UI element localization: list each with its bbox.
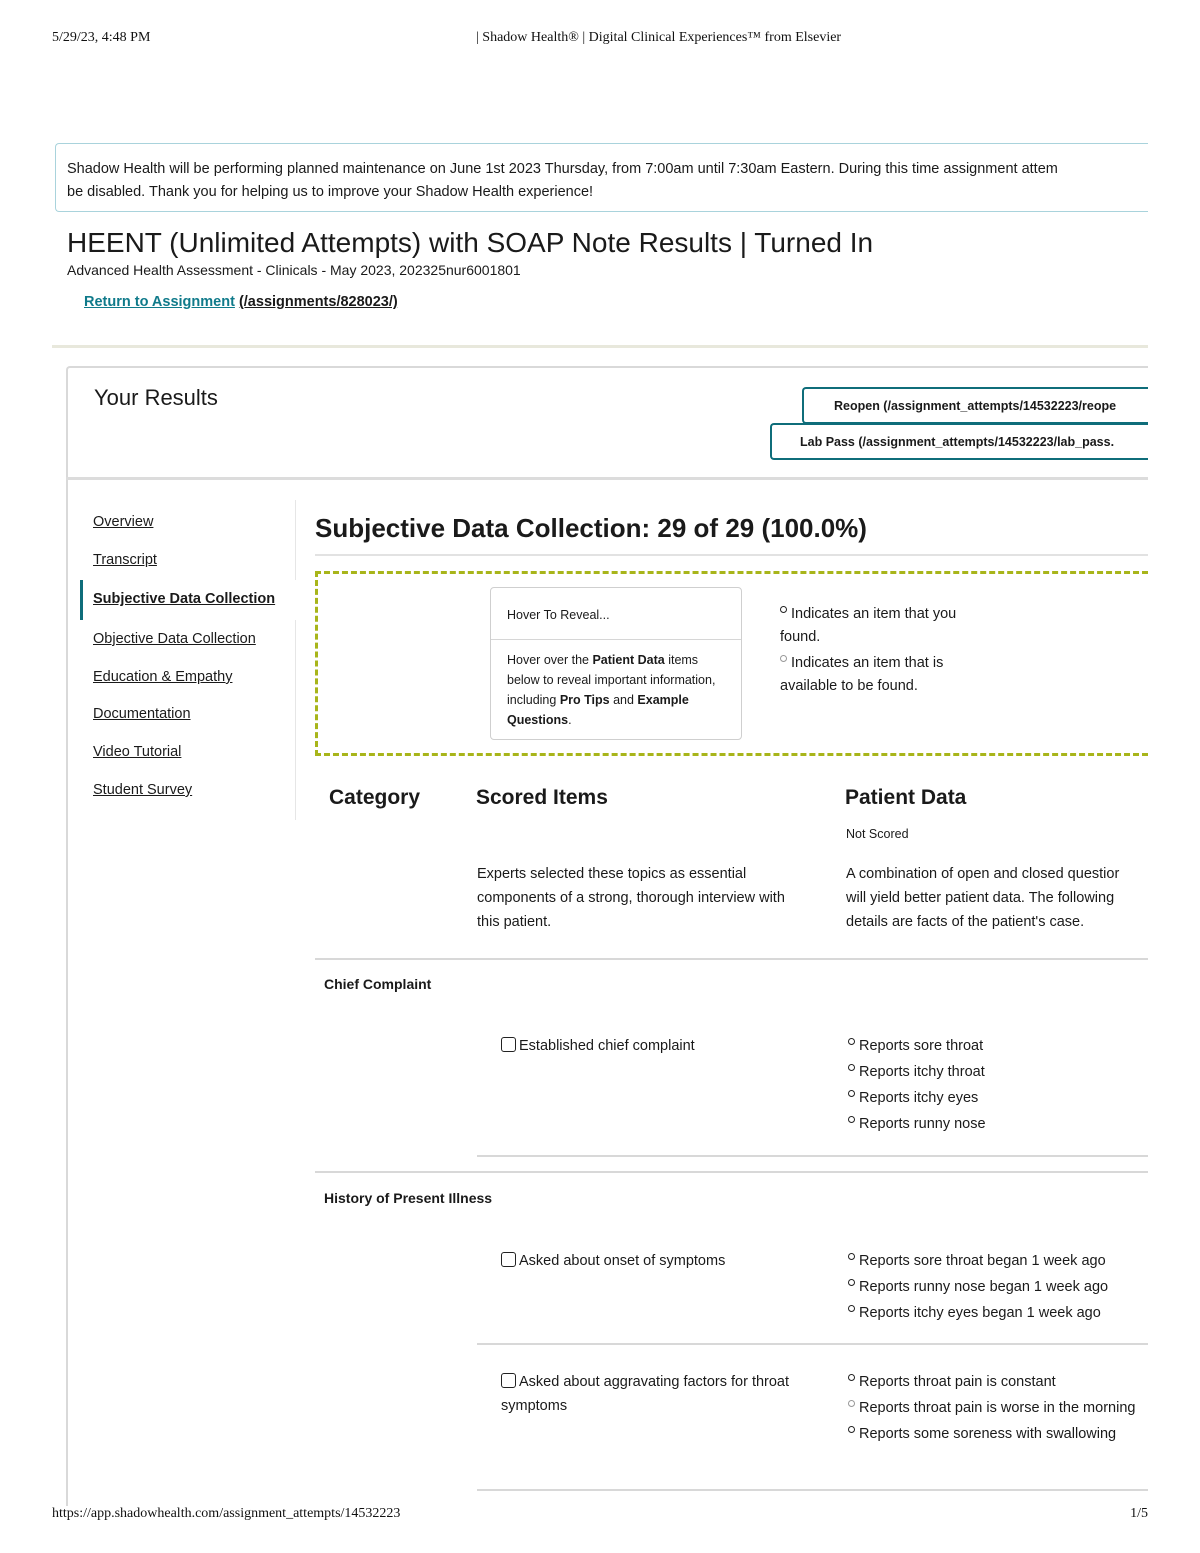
found-dot-icon (848, 1116, 855, 1123)
available-dot-icon (780, 655, 787, 662)
found-dot-icon (848, 1279, 855, 1286)
return-to-assignment-link[interactable]: Return to Assignment (84, 294, 235, 310)
patient-data-item[interactable]: Reports throat pain is constant (848, 1370, 1148, 1394)
patient-data-list (848, 1370, 1148, 1448)
nav-student-survey[interactable]: Student Survey (93, 782, 193, 798)
nav-overview[interactable]: Overview (93, 514, 154, 530)
card-divider (66, 477, 1148, 480)
return-to-assignment (84, 294, 398, 310)
table-row-divider (477, 1343, 1148, 1345)
nav-education-empathy[interactable]: Education & Empathy (93, 669, 233, 685)
column-header-category: Category (329, 786, 421, 809)
patient-data-item[interactable]: Reports itchy eyes began 1 week ago (848, 1301, 1148, 1325)
scored-item-label: Asked about onset of symptoms (519, 1253, 726, 1269)
patient-data-item[interactable]: Reports sore throat (848, 1034, 1148, 1058)
patient-data-description: A combination of open and closed questior will yield better patient data. The following details are facts of the patient's case. (846, 866, 1120, 930)
legend-found-text: Indicates an item that you found. (780, 606, 957, 645)
patient-data-item[interactable]: Reports runny nose began 1 week ago (848, 1275, 1148, 1299)
column-header-patient-data: Patient Data (845, 786, 967, 809)
table-row-divider (315, 1171, 1148, 1173)
checkbox-icon (501, 1252, 516, 1267)
divider (52, 345, 1148, 348)
category-chief-complaint: Chief Complaint (324, 976, 432, 992)
page-title: HEENT (Unlimited Attempts) with SOAP Note Results | Turned In (67, 227, 874, 258)
scored-item (501, 1034, 801, 1058)
patient-data-item[interactable]: Reports itchy throat (848, 1060, 1148, 1084)
banner-line-2: be disabled. Thank you for helping us to improve your Shadow Health experience! (67, 184, 594, 200)
scored-items-description: Experts selected these topics as essential components of a strong, thorough interview with this patient. (477, 866, 785, 930)
reopen-button[interactable]: Reopen (/assignment_attempts/14532223/reope (802, 387, 1148, 424)
hover-card-heading: Hover To Reveal... (491, 588, 741, 640)
section-title: Subjective Data Collection: 29 of 29 (100.0%) (315, 513, 867, 543)
nav-documentation[interactable]: Documentation (93, 706, 191, 722)
scored-item-label: Established chief complaint (519, 1038, 695, 1054)
patient-data-list (848, 1034, 1148, 1138)
found-dot-icon (848, 1305, 855, 1312)
banner-line-1: Shadow Health will be performing planned maintenance on June 1st 2023 Thursday, from 7:00am until 7:30am Eastern. During this time assignment attem (67, 161, 1058, 177)
return-path: (/assignments/828023/) (238, 294, 398, 310)
results-title: Your Results (94, 385, 218, 410)
checkbox-icon (501, 1373, 516, 1388)
print-page-title: | Shadow Health® | Digital Clinical Experiences™ from Elsevier (476, 30, 842, 45)
found-dot-icon (848, 1038, 855, 1045)
patient-data-item[interactable]: Reports some soreness with swallowing (848, 1422, 1148, 1446)
patient-data-item[interactable]: Reports throat pain is worse in the morning (848, 1396, 1148, 1420)
scored-item (501, 1249, 801, 1273)
patient-data-list (848, 1249, 1148, 1327)
hover-card-body: Hover over the Patient Data items below to reveal important information, including Pro Tips and Example Questions. (507, 653, 716, 727)
maintenance-banner (55, 143, 1148, 212)
nav-transcript[interactable]: Transcript (93, 552, 157, 568)
results-sidenav (80, 500, 296, 820)
lab-pass-button[interactable]: Lab Pass (/assignment_attempts/14532223/lab_pass. (770, 423, 1148, 460)
available-dot-icon (848, 1400, 855, 1407)
nav-objective-data-collection[interactable]: Objective Data Collection (93, 631, 256, 647)
checkbox-icon (501, 1037, 516, 1052)
print-url: https://app.shadowhealth.com/assignment_attempts/14532223 (52, 1506, 401, 1521)
patient-data-item[interactable]: Reports itchy eyes (848, 1086, 1148, 1110)
legend-available-text: Indicates an item that is available to be found. (780, 655, 944, 694)
category-history-of-present-illness: History of Present Illness (324, 1190, 493, 1206)
page-subtitle: Advanced Health Assessment - Clinicals - May 2023, 202325nur6001801 (67, 262, 521, 278)
hover-to-reveal-card (490, 587, 742, 740)
legend-available (780, 652, 960, 698)
legend-found (780, 603, 960, 649)
scored-item (501, 1370, 801, 1418)
scored-item-label: Asked about aggravating factors for throat symptoms (501, 1374, 790, 1414)
found-dot-icon (780, 606, 787, 613)
found-dot-icon (848, 1064, 855, 1071)
found-dot-icon (848, 1426, 855, 1433)
table-row-divider (477, 1155, 1148, 1157)
found-dot-icon (848, 1090, 855, 1097)
table-row-divider (477, 1489, 1148, 1491)
column-header-scored-items: Scored Items (476, 786, 608, 809)
print-datetime: 5/29/23, 4:48 PM (52, 30, 151, 45)
table-row-divider (315, 958, 1148, 960)
found-dot-icon (848, 1253, 855, 1260)
nav-subjective-data-collection[interactable]: Subjective Data Collection (93, 591, 276, 607)
nav-video-tutorial[interactable]: Video Tutorial (93, 744, 182, 760)
section-rule (315, 554, 1148, 556)
not-scored-label: Not Scored (846, 827, 909, 841)
patient-data-item[interactable]: Reports sore throat began 1 week ago (848, 1249, 1148, 1273)
found-dot-icon (848, 1374, 855, 1381)
print-page-number: 1/5 (1130, 1506, 1148, 1521)
patient-data-item[interactable]: Reports runny nose (848, 1112, 1148, 1136)
